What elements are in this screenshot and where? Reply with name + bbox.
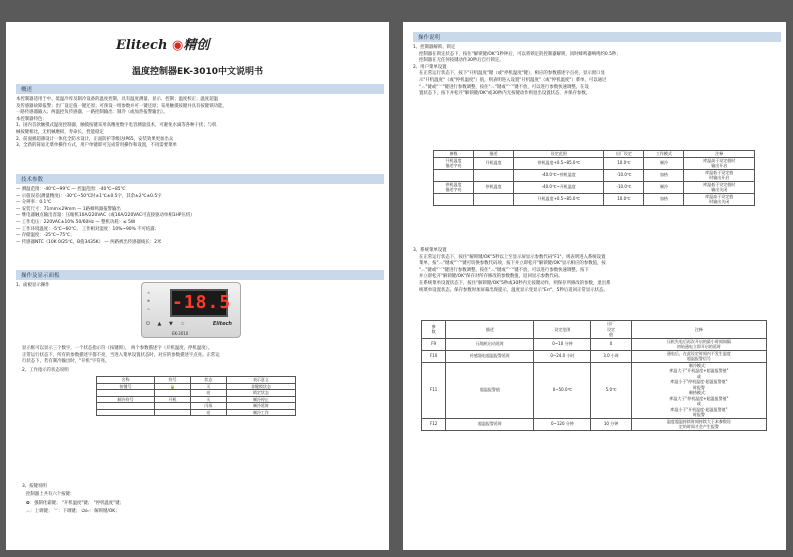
table-cell: 温度超温持续时间持续大于本参数设 定的时间才会产生报警 — [631, 418, 766, 430]
table-cell: 制冷停止 — [226, 396, 295, 403]
overview-line: 2、前面板超薄设计一体化全防水设计，正面防护等级达IP65，安装效果更加出众 — [16, 136, 174, 142]
table-cell: 库温高于设定值 时输出关闭 — [684, 193, 755, 205]
keys-intro: 控制器上共有六个按键： — [26, 492, 75, 497]
table-header-cell: 出厂设定 — [604, 151, 644, 158]
p3-line: 菜单，按"︿"键或"﹀"键可切换参数代码项，按下并立即松开"解锁键/OK"显示相应的参数值，按 — [419, 261, 606, 267]
p3-body — [413, 255, 781, 295]
p2-line: 在正常运行状态下，按下"开机温度"键（或"停机温度"键），相应的参数描述字点亮，显示窗口显 — [419, 71, 605, 77]
brand-logo-mark: ◉ — [171, 38, 184, 53]
table-cell: 超温报警值 — [446, 362, 534, 418]
status-row — [97, 409, 296, 416]
table-header-cell: 参 数 — [422, 321, 446, 339]
overview-line: 本控制器适用于中、低温冷库及制冷设备的温度控制，具有温度测量、显示、控制；温度校正；温度超温 — [16, 97, 218, 102]
table-cell: 亮 — [190, 409, 226, 416]
p2-body — [413, 71, 781, 97]
ops-sub1: 1、面板显示操作 — [16, 283, 50, 288]
p2-line: "︿"键或"﹀"键进行参数调整，按住"︿"键或"﹀"键不放，可以进行参数快速调整。在设 — [419, 84, 589, 90]
p2-line: 示"开机温度"（或"停机温度"）值，则表明进入设置"开机温度"（或"停机温度"）菜单，可以通过 — [419, 77, 607, 83]
table-header-cell: 描述 — [474, 151, 514, 158]
table-cell: 停机温度 描述字亮 — [434, 181, 474, 193]
table-cell: 0~10 分钟 — [534, 338, 591, 350]
overview-line: 械按键相比，无机械磨损，寿命长，性能稳定 — [16, 129, 104, 135]
table-cell: F10 — [422, 350, 446, 362]
table-cell: 5.0℃ — [591, 362, 631, 418]
ops-description — [22, 346, 389, 366]
indicator-led-icon: ☼ — [147, 291, 151, 295]
p3-line: "︿"键或"﹀"键进行参数调整，按住"︿"键或"﹀"键不放，可以进行参数快速调整，按下 — [419, 267, 589, 273]
table-header-cell: 工作模式 — [644, 151, 684, 158]
overview-line: 一路传感器输入；两温控负传感器，一路控制输出：制冷（或加热报警输出）。 — [16, 110, 168, 116]
table-cell: 超温报警延时 — [446, 418, 534, 430]
table-cell — [474, 169, 514, 181]
table-cell: F12 — [422, 418, 446, 430]
keys-list — [26, 500, 124, 516]
p3-line: 在系统菜单设置状态下，按住"解锁键/OK"5秒或30秒内无按键动作，则保存所修改的参数，退出系 — [419, 280, 611, 286]
table-cell — [434, 193, 474, 205]
overview-heading: 概述 — [16, 84, 384, 94]
p3-line: 统菜单设置状态。保存参数时加屏幕出现提示，温度显示变显示"Err"，5秒后返回正常显示状态。 — [419, 287, 608, 293]
brand-name: Elitech — [116, 38, 168, 53]
overview-section — [16, 84, 384, 150]
table-cell: 加热 — [644, 169, 684, 181]
table-cell — [474, 193, 514, 205]
table-cell: 开机温度+0.5~85.0℃ — [514, 193, 604, 205]
ops-sub3: 3、按键说明 — [22, 484, 47, 489]
controller-panel-image — [141, 282, 241, 338]
indicator-led-icon: ❄ — [147, 299, 150, 303]
table-cell: 制冷工作 — [226, 409, 295, 416]
table-cell: 压机失电后再次开启的最小时间间隔 初始通电立即开启的延时 — [631, 338, 766, 350]
table-cell: 10.0℃ — [604, 157, 644, 169]
table-cell — [97, 409, 155, 416]
user-menu-row — [434, 193, 755, 205]
key-line: ︿：上调键； ﹀：下调键； ⏻/▻：解锁键/OK； — [26, 509, 120, 514]
ops-desc-line: 行状态下，若有制冷输出时，"开机"字符亮。 — [22, 359, 110, 365]
table-cell: 闪烁 — [190, 403, 226, 410]
overview-line: 及传感器故障报警；出厂设定值一键还原；可预设一组参数并可一键还原；采用触摸按键并具有按键锁功能， — [16, 103, 227, 109]
table-cell: 通电后，在此设定时间内不发生温度 超温报警信号 — [631, 350, 766, 362]
tech-line: — 安装尺寸：71mm×29mm — 1路蜂鸣器报警输出 — [16, 206, 121, 212]
brand-logo — [116, 34, 209, 53]
ops-desc-line: 正常运行状态下，所有的参数描述字都不亮，当进入菜单设置状态时，对应的参数描述字点亮。正常运 — [22, 352, 220, 358]
table-cell: 10 分钟 — [591, 418, 631, 430]
table-header-cell: 状态 — [190, 377, 226, 384]
tech-section — [16, 174, 384, 246]
table-cell: -10.0℃ — [604, 169, 644, 181]
p2-heading: 2、用户菜单设置 — [413, 64, 447, 70]
sys-section — [413, 248, 781, 294]
p1-heading: 1、控制器解锁、锁定 — [413, 45, 456, 50]
table-cell: 库温低于设定值 时输出开启 — [684, 169, 755, 181]
table-cell: 传感器电超温报警延时 — [446, 350, 534, 362]
user-menu-row — [434, 181, 755, 193]
table-header-cell: 名称 — [97, 377, 155, 384]
left-page — [6, 22, 389, 550]
table-cell: 制冷符号 — [97, 396, 155, 403]
p2-line: 置状态下，按下并松开"解锁键/OK"或30秒内无按键动作则退出设置状态，并保存参数。 — [419, 91, 591, 97]
panel-model: EK-3010 — [172, 331, 189, 336]
table-header-row — [422, 321, 767, 339]
user-menu-row — [434, 157, 755, 169]
system-menu-row — [422, 350, 767, 362]
table-cell: 灭 — [190, 383, 226, 390]
table-cell: 制冷模式： 库温大于"开机温度+超温报警值" 或 库温小于"停机温度-超温报警值" 时报警 制热模式： 库温大于"停机温度+超温报警值" 或 库温小于"开机温度-超温报警值" 时报警 — [631, 362, 766, 418]
overview-line: 本控制器特色： — [16, 116, 47, 122]
user-menu-row — [434, 169, 755, 181]
p1-body — [413, 52, 781, 65]
op-section — [413, 32, 781, 98]
status-table — [96, 376, 296, 416]
p1-line: 控制器在锁定状态下，按住"解锁键/OK"1秒钟后，可以将锁定的控制器解锁，同时蜂鸣器响鸣约0.5秒； — [419, 51, 621, 57]
document-title: 温度控制器EK-3010中文说明书 — [131, 67, 264, 77]
table-header-cell: 注释 — [631, 321, 766, 339]
table-cell: 0~50.0℃ — [534, 362, 591, 418]
table-cell: -10.0℃ — [604, 181, 644, 193]
table-cell: 亮 — [190, 390, 226, 397]
tech-line: — 工作电压：220VAC±10% 50/60Hz — 整机功耗：≤ 5W — [16, 219, 136, 225]
system-menu-row — [422, 418, 767, 430]
overview-line: 3、全新的简易无菜单操作方式，用户单键即可完成常用操作和设置，不再需要菜单 — [16, 143, 177, 149]
table-header-cell: 表示意义 — [226, 377, 295, 384]
table-header-cell: 符号 — [155, 377, 191, 384]
table-cell: 开机 — [155, 396, 191, 403]
table-cell: 停机温度 — [474, 181, 514, 193]
table-header-cell: 参数 — [434, 151, 474, 158]
op-heading: 操作说明 — [413, 32, 781, 42]
system-menu-table — [421, 320, 767, 431]
key-line: ✿：强制化霜键； "开机温度"键； "停机温度"键； — [26, 501, 124, 506]
p1-line: 控制器在无任何按键动作30秒后自行锁定。 — [419, 58, 504, 64]
table-cell: -40.0℃~开机温度 — [514, 181, 604, 193]
tech-heading: 技术参数 — [16, 174, 384, 184]
system-menu-row — [422, 362, 767, 418]
tech-line: — 测温范围：-40℃~99℃ — 控温范围：-40℃~85℃ — [16, 187, 126, 192]
table-cell: 3.0 小时 — [591, 350, 631, 362]
table-header-cell: 描述 — [446, 321, 534, 339]
table-cell: 按键号 — [97, 383, 155, 390]
tech-line: — 继电器触点输出容量：压缩机10A/220VAC（或16A/220VAC可直接驱动单相1HP压机） — [16, 213, 195, 219]
table-cell: 🔒 — [155, 383, 191, 390]
table-cell: 开机温度 描述字亮 — [434, 157, 474, 169]
table-cell: 制冷 — [644, 157, 684, 169]
table-cell: 停机温度+0.5~85.0℃ — [514, 157, 604, 169]
table-cell: 制冷 — [644, 181, 684, 193]
table-cell: 加热 — [644, 193, 684, 205]
table-cell: 0~24.0 小时 — [534, 350, 591, 362]
tech-line: — 工作环境温度：-5℃~60℃； 工作相对湿度：10%~90% 不可结露； — [16, 226, 160, 232]
p3-line: 并立即松开"解锁键/OK"保存对所存修改的参数数值，返回显示参数代码。 — [419, 274, 563, 280]
ops-sub2: 2、工作指示符状态说明 — [22, 368, 69, 373]
ops-desc-line: 显示框可以显示三个数字，一个状态指示符（按键锁）， 两个参数描述字（开机温度，停机温度）。 — [22, 346, 213, 351]
overview-body — [16, 97, 384, 150]
panel-brand: Elitech — [212, 321, 232, 327]
table-header-cell: 注释 — [684, 151, 755, 158]
table-cell: 非键锁状态 — [226, 383, 295, 390]
system-menu-row — [422, 338, 767, 350]
ops-heading: 操作及显示面板 — [16, 270, 384, 280]
table-cell: F9 — [422, 338, 446, 350]
display-value: -18.5 — [170, 289, 228, 317]
table-cell: 灭 — [190, 396, 226, 403]
table-header-cell: 设定范围 — [514, 151, 604, 158]
right-page — [403, 22, 786, 550]
indicator-led-icon: ♨ — [147, 307, 151, 311]
tech-line: — 分辨率：0.1℃ — [16, 200, 52, 206]
p3-heading: 3、系统菜单设置 — [413, 248, 447, 253]
table-cell — [434, 169, 474, 181]
table-cell: F11 — [422, 362, 446, 418]
p3-line: 在正常运行状态下，按住"解锁键/OK"5秒以上至显示屏显示参数代码"F1"，则表明进入系统设置 — [419, 254, 606, 260]
indicator-leds — [147, 289, 167, 313]
table-cell: 库温低于设定值时 输出关闭 — [684, 181, 755, 193]
table-cell: 0 — [591, 338, 631, 350]
table-header-cell: 出厂 设定 值 — [591, 321, 631, 339]
brand-name-cn: 精创 — [183, 38, 210, 53]
table-cell: 10.0℃ — [604, 193, 644, 205]
table-cell: 开机温度 — [474, 157, 514, 169]
table-cell: 锁定状态 — [226, 390, 295, 397]
overview-line: 1、国内首款触摸式温度控制器，触摸按键采用高精度数字电容测量技术，可避免水滴等各种干扰；与机 — [16, 123, 217, 129]
tech-line: — 传感器NTC（10K 0/25℃，B值3435K） — 两路被出传感器线长：2米 — [16, 239, 162, 245]
table-cell: -40.0℃~停机温度 — [514, 169, 604, 181]
table-cell: 制冷延时 — [226, 403, 295, 410]
tech-body — [16, 187, 384, 246]
tech-line: — 存储温度：-25℃~75℃； — [16, 233, 75, 239]
table-cell: 库温高于设定值时 输出开启 — [684, 157, 755, 169]
panel-buttons: ⏻ ▲ ▼ ☆ — [146, 321, 185, 327]
user-menu-table — [433, 150, 755, 206]
table-cell — [155, 409, 191, 416]
tech-line: — 示值误差(测量精度)：-30℃~50℃时±1℃±0.5字，其余±2℃±0.5字 — [16, 193, 162, 199]
table-cell: 压缩机启动延时 — [446, 338, 534, 350]
table-header-cell: 设定范围 — [534, 321, 591, 339]
table-cell: 0~120 分钟 — [534, 418, 591, 430]
